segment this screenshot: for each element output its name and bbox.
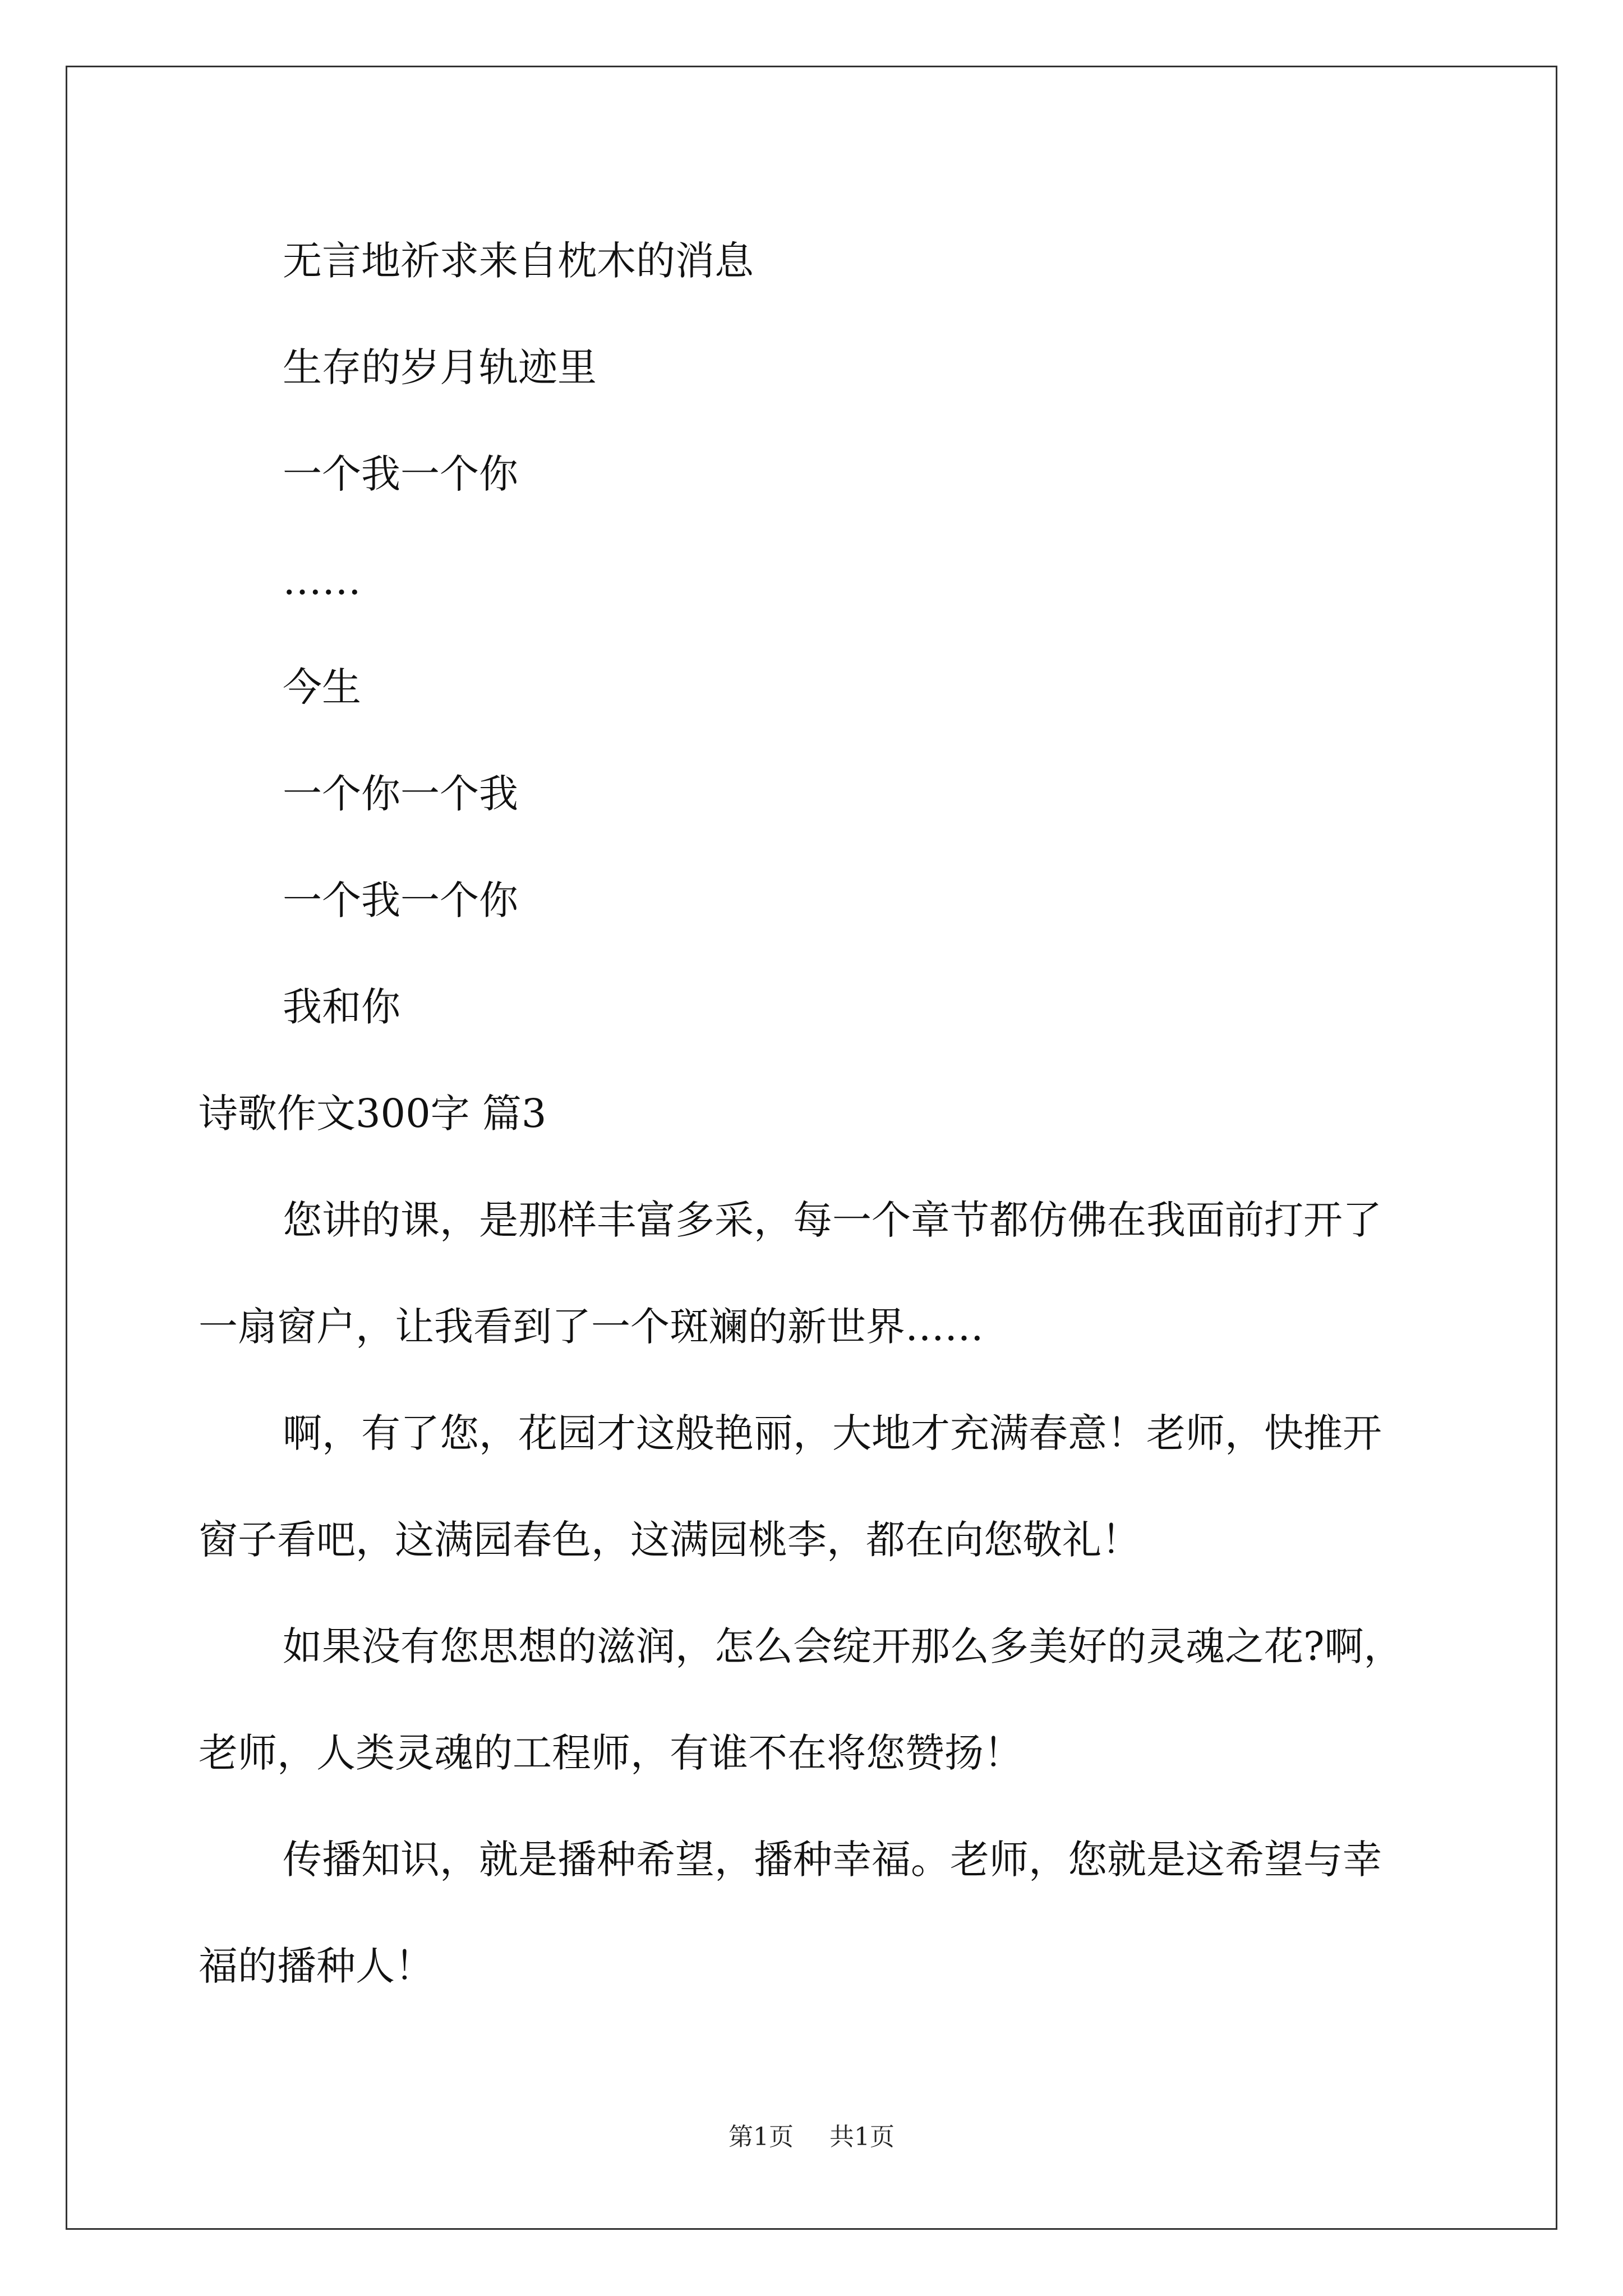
paragraph-line: 传播知识，就是播种希望，播种幸福。老师，您就是这希望与幸: [283, 1837, 1382, 1883]
poem-line: ……: [283, 558, 361, 604]
paragraph-line: 如果没有您思想的滋润，怎么会绽开那么多美好的灵魂之花?啊，: [283, 1623, 1403, 1669]
paragraph-line: 一扇窗户，让我看到了一个斑斓的新世界……: [199, 1304, 984, 1350]
poem-line: 无言地祈求来自枕木的消息: [283, 238, 754, 284]
page-number-current: 第1页: [728, 2123, 794, 2151]
poem-line: 一个我一个你: [283, 877, 518, 923]
paragraph-line: 窗子看吧，这满园春色，这满园桃李，都在向您敬礼！: [199, 1517, 1141, 1563]
paragraph-line: 福的播种人！: [199, 1943, 434, 1989]
paragraph-line: 您讲的课，是那样丰富多采，每一个章节都仿佛在我面前打开了: [283, 1197, 1382, 1243]
paragraph-line: 老师，人类灵魂的工程师，有谁不在将您赞扬！: [199, 1730, 1023, 1776]
poem-line: 今生: [283, 664, 361, 710]
poem-line: 我和你: [283, 984, 400, 1030]
paragraph-line: 啊，有了您，花园才这般艳丽，大地才充满春意！老师，快推开: [283, 1410, 1382, 1456]
poem-line: 一个你一个我: [283, 771, 518, 817]
poem-line: 生存的岁月轨迹里: [283, 344, 597, 390]
document-body: [199, 208, 1432, 2019]
poem-line: 一个我一个你: [283, 451, 518, 497]
page-number-total: 共1页: [829, 2123, 895, 2151]
page-footer: [0, 2120, 1623, 2154]
section-heading: 诗歌作文300字 篇3: [199, 1091, 547, 1137]
